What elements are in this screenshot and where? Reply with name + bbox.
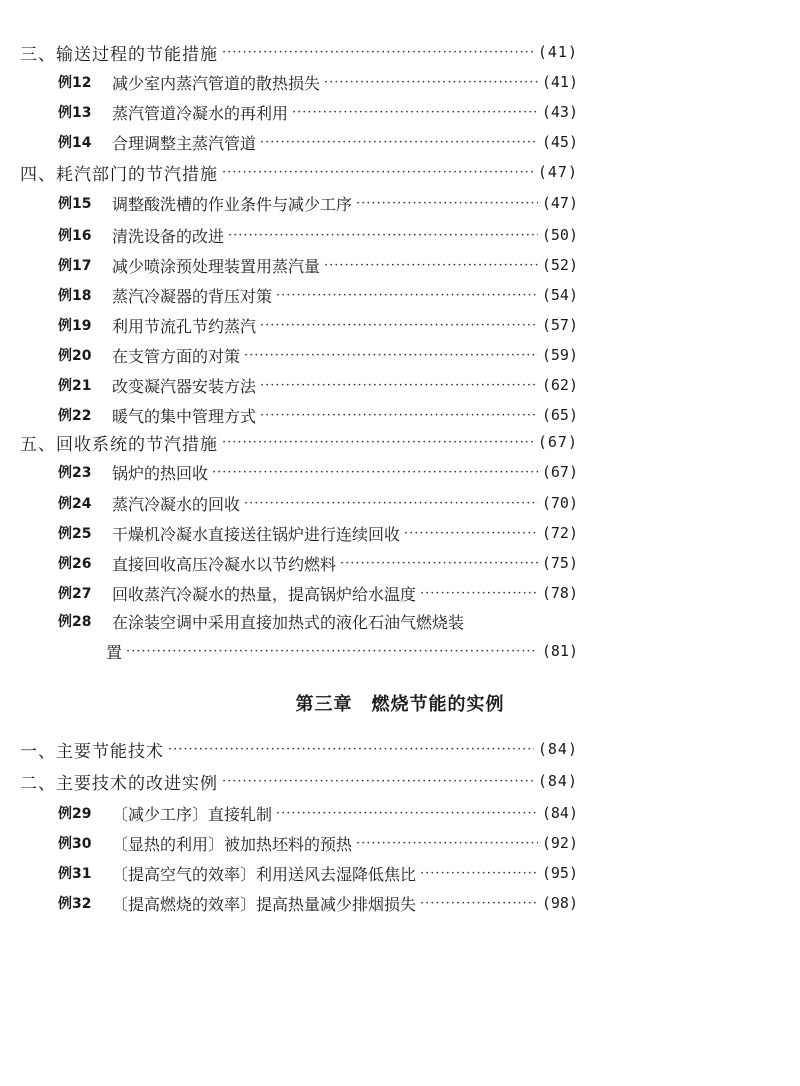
page-number: (54) (541, 286, 578, 304)
toc-section-entry (20, 428, 578, 456)
entry-title: 改变凝汽器安装方法 (112, 376, 257, 396)
entry-title: 锅炉的热回收 (112, 463, 209, 483)
example-number: 例32 (58, 896, 92, 912)
dot-leader (260, 408, 538, 423)
entry-title: 干燥机冷凝水直接送往锅炉进行连续回收 (112, 524, 401, 544)
entry-title: 减少喷涂预处理装置用蒸汽量 (112, 256, 321, 276)
dot-leader (276, 288, 538, 303)
example-number: 例26 (58, 556, 92, 572)
entry-title: 减少室内蒸汽管道的散热损失 (112, 73, 321, 93)
example-number: 例23 (58, 465, 92, 481)
page-number: (72) (541, 524, 578, 542)
example-number: 例19 (58, 318, 92, 334)
dot-leader (324, 258, 538, 273)
toc-example-entry (58, 281, 578, 309)
entry-title: 〔减少工序〕直接轧制 (112, 804, 273, 824)
dot-leader (222, 165, 534, 180)
entry-title: 在涂装空调中采用直接加热式的液化石油气燃烧装 (112, 612, 465, 632)
entry-title: 五、回收系统的节汽措施 (20, 434, 218, 455)
toc-example-entry (58, 829, 578, 857)
toc-example-entry (58, 98, 578, 126)
dot-leader (420, 866, 538, 881)
dot-leader (244, 348, 538, 363)
example-number: 例17 (58, 258, 92, 274)
example-number: 例18 (58, 288, 92, 304)
page-number: (75) (541, 554, 578, 572)
entry-title: 利用节流孔节约蒸汽 (112, 316, 257, 336)
toc-section-entry (20, 158, 578, 186)
example-number: 例21 (58, 378, 92, 394)
entry-title: 清洗设备的改进 (112, 226, 225, 246)
dot-leader (356, 836, 538, 851)
page-number: (78) (541, 584, 578, 602)
page-number: (98) (541, 894, 578, 912)
entry-title: 蒸汽冷凝水的回收 (112, 494, 241, 514)
dot-leader (340, 556, 538, 571)
entry-title: 回收蒸汽冷凝水的热量，提高锅炉给水温度 (112, 584, 417, 604)
page-number: (84) (541, 804, 578, 822)
entry-title: 蒸汽管道冷凝水的再利用 (112, 103, 289, 123)
dot-leader (222, 774, 534, 789)
entry-title: 三、输送过程的节能措施 (20, 44, 218, 65)
toc-example-entry (58, 549, 578, 577)
toc-section-entry (20, 38, 578, 66)
entry-title: 二、主要技术的改进实例 (20, 773, 218, 794)
toc-section-entry (20, 735, 578, 763)
toc-entry-continuation (106, 637, 578, 665)
toc-example-entry (58, 889, 578, 917)
example-number: 例15 (58, 196, 92, 212)
example-number: 例12 (58, 75, 92, 91)
example-number: 例31 (58, 866, 92, 882)
page-number: (57) (541, 316, 578, 334)
toc-section-entry (20, 767, 578, 795)
page-number: (47) (541, 194, 578, 212)
toc-example-entry (58, 799, 578, 827)
toc-example-entry (58, 859, 578, 887)
example-number: 例27 (58, 586, 92, 602)
example-number: 例25 (58, 526, 92, 542)
toc-example-entry (58, 221, 578, 249)
entry-title: 直接回收高压冷凝水以节约燃料 (112, 554, 337, 574)
dot-leader (276, 806, 538, 821)
toc-example-entry (58, 128, 578, 156)
page-number: (92) (541, 834, 578, 852)
chapter-heading: 第三章 燃烧节能的实例 (295, 694, 505, 715)
toc-example-entry (58, 489, 578, 517)
entry-title: 〔提高燃烧的效率〕提高热量减少排烟损失 (112, 894, 417, 914)
toc-example-entry (58, 251, 578, 279)
dot-leader (260, 378, 538, 393)
example-number: 例14 (58, 135, 92, 151)
example-number: 例30 (58, 836, 92, 852)
dot-leader (404, 526, 538, 541)
page-number: (50) (541, 226, 578, 244)
dot-leader (356, 196, 538, 211)
page-number: (47) (537, 163, 578, 181)
dot-leader (222, 45, 534, 60)
dot-leader (292, 105, 538, 120)
entry-title: 四、耗汽部门的节汽措施 (20, 164, 218, 185)
toc-example-entry (58, 68, 578, 96)
example-number: 例29 (58, 806, 92, 822)
dot-leader (222, 435, 534, 450)
example-number: 例16 (58, 228, 92, 244)
entry-title: 一、主要节能技术 (20, 741, 164, 762)
dot-leader (324, 75, 538, 90)
entry-title: 暖气的集中管理方式 (112, 406, 257, 426)
entry-title: 在支管方面的对策 (112, 346, 241, 366)
example-number: 例24 (58, 496, 92, 512)
dot-leader (168, 742, 534, 757)
page-number: (67) (537, 433, 578, 451)
toc-example-entry (58, 401, 578, 429)
entry-title: 〔提高空气的效率〕利用送风去湿降低焦比 (112, 864, 417, 884)
entry-title: 调整酸洗槽的作业条件与减少工序 (112, 194, 353, 214)
page-number: (41) (537, 43, 578, 61)
dot-leader (420, 896, 538, 911)
page-number: (67) (541, 463, 578, 481)
toc-example-entry (58, 519, 578, 547)
dot-leader (228, 228, 538, 243)
page-number: (65) (541, 406, 578, 424)
toc-example-entry (58, 189, 578, 217)
page-number: (43) (541, 103, 578, 121)
entry-title: 合理调整主蒸汽管道 (112, 133, 257, 153)
example-number: 例22 (58, 408, 92, 424)
toc-example-entry (58, 311, 578, 339)
entry-title: 蒸汽冷凝器的背压对策 (112, 286, 273, 306)
dot-leader (420, 586, 538, 601)
dot-leader (260, 135, 538, 150)
toc-example-entry (58, 607, 578, 635)
toc-example-entry (58, 341, 578, 369)
dot-leader (212, 465, 538, 480)
page-number: (52) (541, 256, 578, 274)
page-number: (95) (541, 864, 578, 882)
page-number: (45) (541, 133, 578, 151)
page-number: (59) (541, 346, 578, 364)
page-number: (41) (541, 73, 578, 91)
page-number: (81) (541, 642, 578, 660)
page-number: (84) (537, 740, 578, 758)
example-number: 例20 (58, 348, 92, 364)
page-number: (84) (537, 772, 578, 790)
dot-leader (260, 318, 538, 333)
example-number: 例28 (58, 614, 92, 630)
toc-example-entry (58, 579, 578, 607)
example-number: 例13 (58, 105, 92, 121)
entry-title: 置 (106, 642, 123, 662)
toc-example-entry (58, 371, 578, 399)
page-number: (62) (541, 376, 578, 394)
toc-example-entry (58, 458, 578, 486)
dot-leader (126, 644, 538, 659)
dot-leader (244, 496, 538, 511)
entry-title: 〔显热的利用〕被加热坯料的预热 (112, 834, 353, 854)
page-number: (70) (541, 494, 578, 512)
